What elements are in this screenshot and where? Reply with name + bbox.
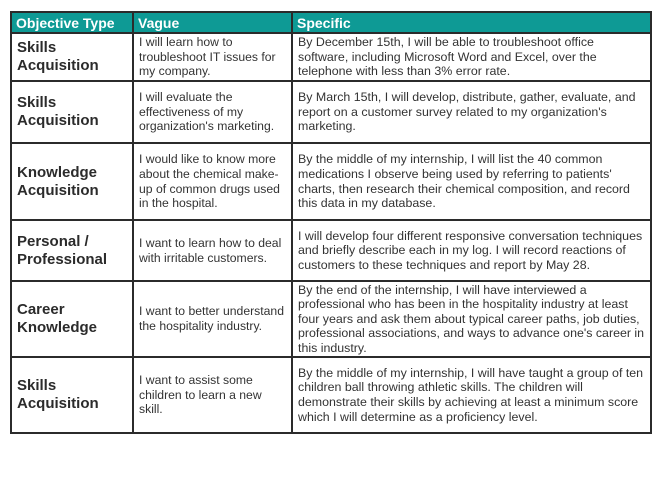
- vague-cell: I will learn how to troubleshoot IT issues for my company.: [134, 34, 291, 80]
- vague-cell: I want to better understand the hospitality industry.: [134, 282, 291, 356]
- header-specific: Specific: [293, 13, 650, 32]
- objectives-table: [10, 11, 652, 434]
- specific-cell: By December 15th, I will be able to troubleshoot office software, including Microsoft Word and Excel, over the telephone with less than 3% error rate.: [293, 34, 650, 80]
- objective-type-cell: Skills Acquisition: [12, 358, 132, 432]
- vague-cell: I want to learn how to deal with irritable customers.: [134, 221, 291, 280]
- vague-cell: I want to assist some children to learn a new skill.: [134, 358, 291, 432]
- table-row: [12, 82, 650, 142]
- vague-cell: I will evaluate the effectiveness of my organization's marketing.: [134, 82, 291, 142]
- specific-cell: By the middle of my internship, I will list the 40 common medications I observe being used by referring to patients' charts, then research their chemical composition, and record this data in my database.: [293, 144, 650, 219]
- table-row: [12, 34, 650, 80]
- vague-cell: I would like to know more about the chemical make-up of common drugs used in the hospital.: [134, 144, 291, 219]
- table-row: [12, 282, 650, 356]
- objective-type-cell: Skills Acquisition: [12, 82, 132, 142]
- specific-cell: By March 15th, I will develop, distribute, gather, evaluate, and report on a customer survey related to my organization's marketing.: [293, 82, 650, 142]
- objective-type-cell: Skills Acquisition: [12, 34, 132, 80]
- specific-cell: By the end of the internship, I will have interviewed a professional who has been in the hospitality industry at least four years and ask them about typical career paths, job duties, professional associations, and ways to advance one's career in this industry.: [293, 282, 650, 356]
- table-row: [12, 144, 650, 219]
- table-row: [12, 358, 650, 432]
- header-row: [12, 13, 650, 32]
- table-row: [12, 221, 650, 280]
- header-objective-type: Objective Type: [12, 13, 132, 32]
- objective-type-cell: Knowledge Acquisition: [12, 144, 132, 219]
- header-vague: Vague: [134, 13, 291, 32]
- specific-cell: By the middle of my internship, I will have taught a group of ten children ball throwing athletic skills. The children will demonstrate their skills by achieving at least a minimum score which I will determine as a proficiency level.: [293, 358, 650, 432]
- objective-type-cell: Career Knowledge: [12, 282, 132, 356]
- specific-cell: I will develop four different responsive conversation techniques and briefly describe each in my log. I will record reactions of customers to these techniques and report by May 28.: [293, 221, 650, 280]
- objective-type-cell: Personal / Professional: [12, 221, 132, 280]
